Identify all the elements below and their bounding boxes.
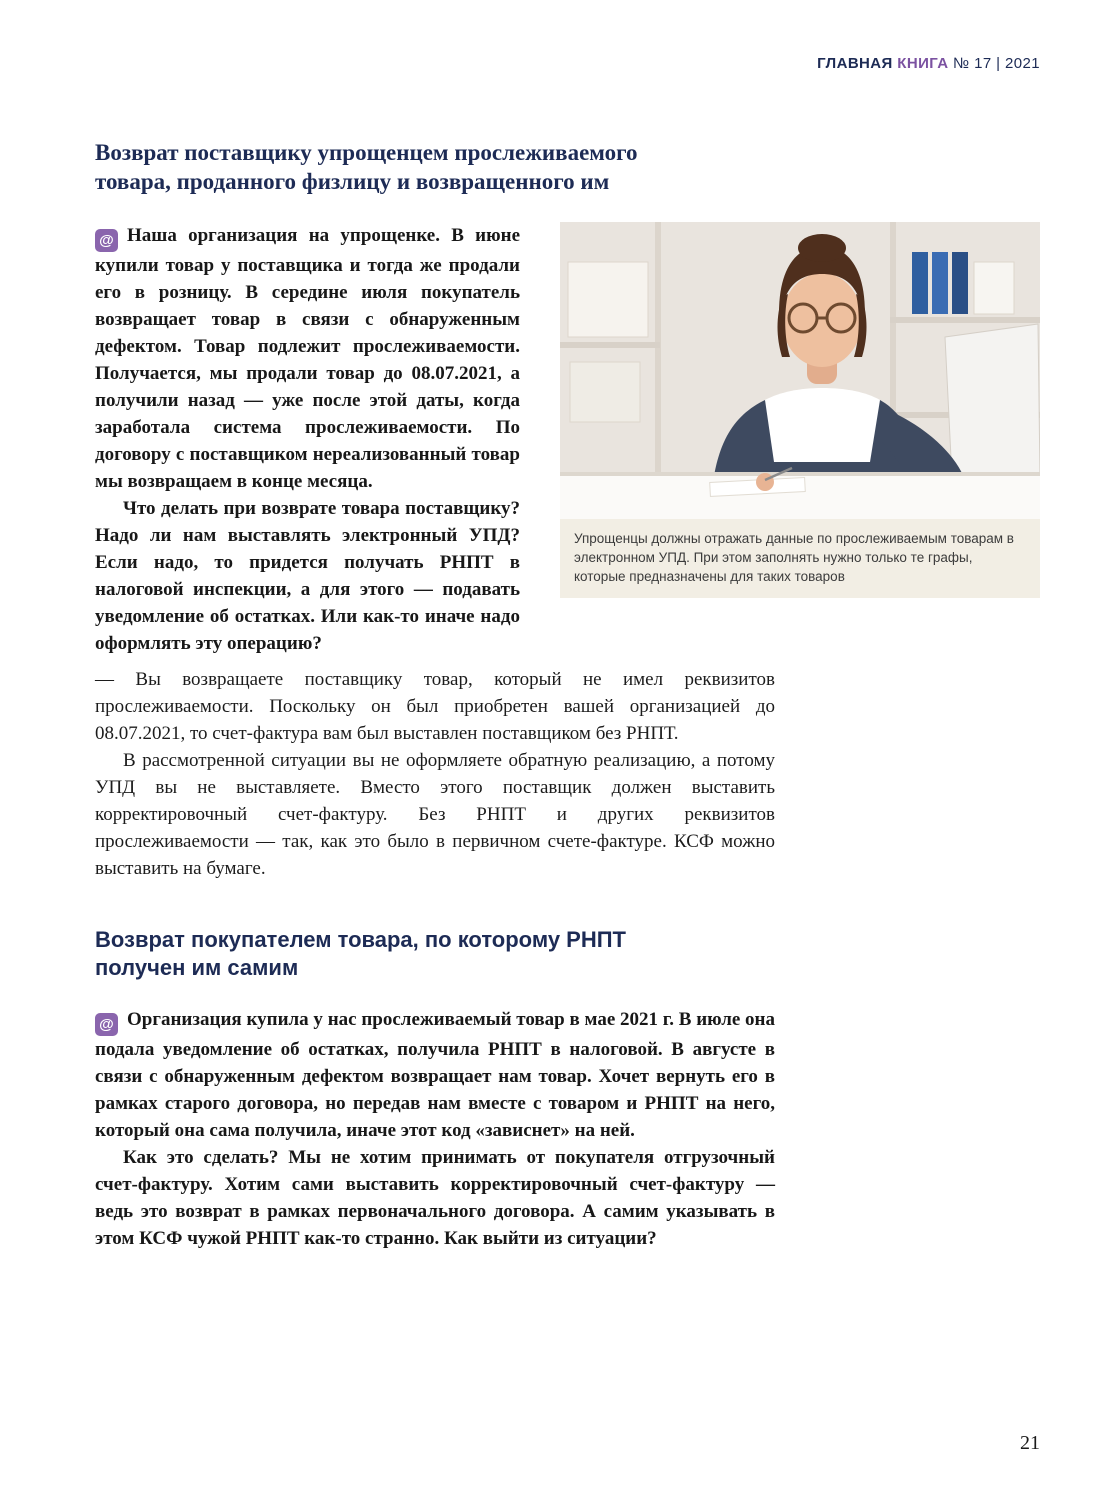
page-number: 21 <box>1020 1432 1040 1454</box>
photo-caption: Упрощенцы должны отражать данные по прослеживаемым товарам в электронном УПД. При этом заполнять нужно только те графы, которые предназначены для таких товаров <box>560 519 1040 598</box>
magazine-brand-part2: КНИГА <box>897 55 949 72</box>
photo-block <box>560 222 1040 598</box>
question-at-icon: @ <box>95 1013 118 1036</box>
magazine-issue: № 17 | 2021 <box>953 55 1040 72</box>
article1-question-text-1: Наша организация на упрощенке. В июне купили товар у поставщика и тогда же продали его в розницу. В середине июля покупатель возвращает товар в связи с обнаруженным дефектом. Товар подлежит прослеживаемости. Получается, мы продали товар до 08.07.2021, а получили назад — уже после этой даты, когда заработала система прослеживаемости. По договору с поставщиком нереализованный товар мы возвращаем в конце месяца. <box>95 225 520 492</box>
article1-answer-paragraph-1: — Вы возвращаете поставщику товар, который не имел реквизитов прослеживаемости. Поскольку он был приобретен вашей организацией до 08.07.2021, то счет-фактура вам был выставлен поставщиком без РНПТ. <box>95 669 775 744</box>
article2-question-paragraph-1 <box>95 1006 775 1144</box>
article1-body <box>95 222 1014 882</box>
article1-question-paragraph-2: Что делать при возврате товара поставщику? Надо ли нам выставлять электронный УПД? Если надо, то придется получать РНПТ в налоговой инспекции, а для этого — подавать уведомление об остатках. Или как-то иначе надо оформлять эту операцию? <box>95 498 520 654</box>
page-content <box>95 138 1014 1252</box>
question-at-icon: @ <box>95 229 118 252</box>
article2-body <box>95 1006 775 1252</box>
woman-at-desk-photo <box>560 222 1040 519</box>
article2-question-text-1: Организация купила у нас прослеживаемый товар в мае 2021 г. В июле она подала уведомление об остатках, получила РНПТ в налоговой. В августе в связи с обнаруженным дефектом возвращает нам товар. Хочет вернуть его в рамках старого договора, но передав нам вместе с товаром и РНПТ на него, который она сама получила, иначе этот код «зависнет» на ней. <box>95 1009 775 1141</box>
photo-illustration <box>560 222 1040 519</box>
article2-question-paragraph-2: Как это сделать? Мы не хотим принимать от покупателя отгрузочный счет-фактуру. Хотим сами выставить корректировочный счет-фактуру — ведь это возврат в рамках первоначального договора. А самим указывать в этом КСФ чужой РНПТ как-то странно. Как выйти из ситуации? <box>95 1147 775 1249</box>
magazine-header <box>817 55 1040 72</box>
magazine-brand-part1: ГЛАВНАЯ <box>817 55 893 72</box>
article1-title: Возврат поставщику упрощенцем прослеживаемого товара, проданного физлицу и возвращенного им <box>95 140 638 194</box>
article2-title: Возврат покупателем товара, по которому РНПТ получен им самим <box>95 927 626 980</box>
article1-answer-paragraph-2: В рассмотренной ситуации вы не оформляете обратную реализацию, а потому УПД вы не выставляете. Вместо этого поставщик должен выставить корректировочный счет-фактуру. Без РНПТ и других реквизитов прослеживаемости — так, как это было в первичном счете-фактуре. КСФ можно выставить на бумаге. <box>95 750 775 879</box>
